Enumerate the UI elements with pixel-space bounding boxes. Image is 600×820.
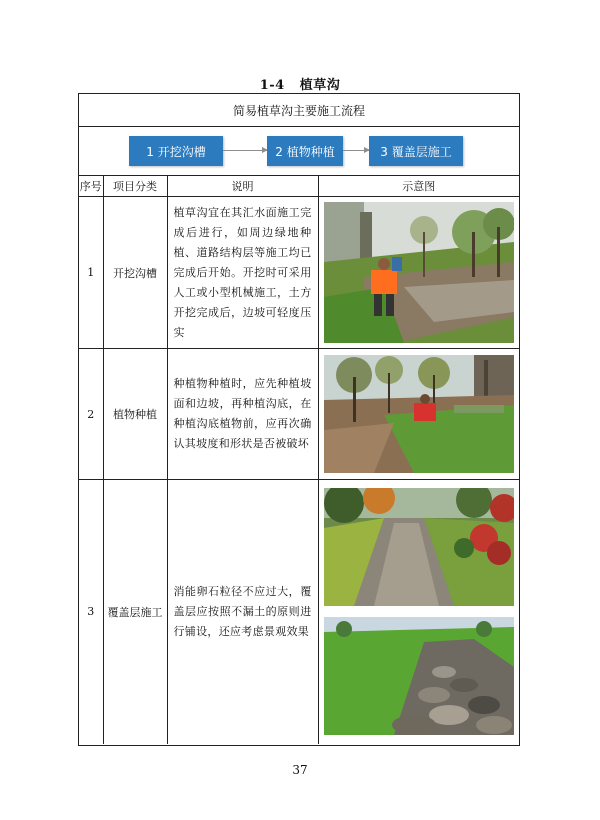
- table-row: [79, 197, 519, 349]
- row-category: 覆盖层施工: [103, 480, 167, 744]
- flow-step-3: 3 覆盖层施工: [369, 136, 463, 166]
- flow-arrow-2: [343, 150, 369, 151]
- row-number: 2: [79, 349, 103, 480]
- column-header-illustration: 示意图: [318, 176, 519, 197]
- steps-table: [79, 176, 519, 744]
- flow-arrow-1: [223, 150, 267, 151]
- flow-step-2: 2 植物种植: [267, 136, 343, 166]
- planting-photo: [324, 355, 514, 473]
- process-flow: [79, 127, 519, 176]
- flow-step-1: 1 开挖沟槽: [129, 136, 223, 166]
- column-header-no: 序号: [79, 176, 103, 197]
- column-header-description: 说明: [167, 176, 318, 197]
- row-number: 1: [79, 197, 103, 349]
- row-number: 3: [79, 480, 103, 744]
- column-header-category: 项目分类: [103, 176, 167, 197]
- table-row: [79, 480, 519, 744]
- section-name: 植草沟: [299, 78, 341, 93]
- page-number: 37: [292, 763, 308, 777]
- trench-excavation-photo: [324, 202, 514, 343]
- section-title: [0, 74, 600, 93]
- row-category: 植物种植: [103, 349, 167, 480]
- row-description: 植草沟宜在其汇水面施工完成后进行，如周边绿地种植、道路结构层等施工均已完成后开始。开挖时可采用人工或小型机械施工，土方开挖完成后，边坡可轻度压实: [167, 197, 318, 349]
- cobble-swale-photo-top: [324, 488, 514, 606]
- row-description: 消能卵石粒径不应过大，覆盖层应按照不漏土的原则进行铺设，还应考虑景观效果: [167, 480, 318, 744]
- row-description: 种植物种植时，应先种植坡面和边坡，再种植沟底，在种植沟底植物前，应再次确认其坡度和形状是否被破坏: [167, 349, 318, 480]
- construction-table: [78, 93, 520, 746]
- table-header-row: [79, 176, 519, 197]
- row-category: 开挖沟槽: [103, 197, 167, 349]
- table-heading: 简易植草沟主要施工流程: [79, 94, 519, 127]
- section-number: 1-4: [259, 78, 285, 93]
- cobble-swale-photo-bottom: [324, 617, 514, 735]
- table-row: [79, 349, 519, 480]
